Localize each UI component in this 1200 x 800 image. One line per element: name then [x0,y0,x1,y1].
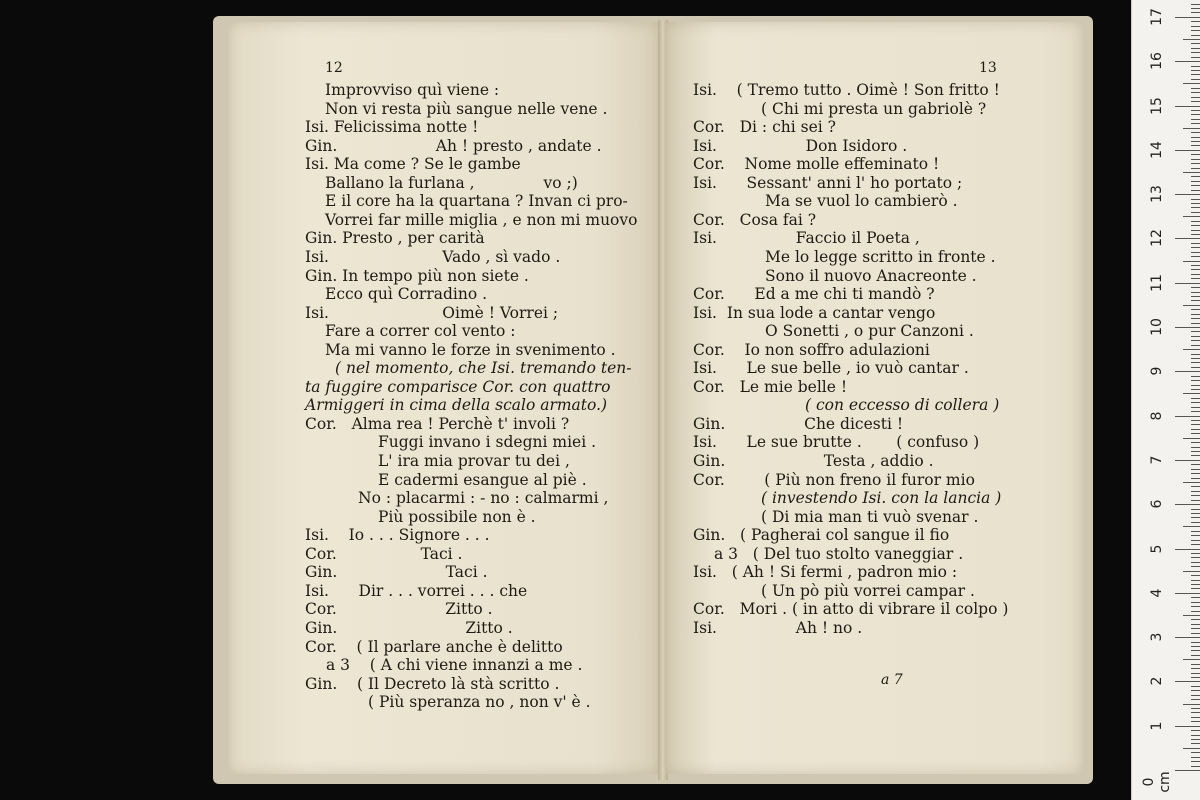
ruler-tick [1191,690,1200,691]
ruler-tick [1191,79,1200,80]
ruler-tick [1175,327,1200,328]
ruler-tick [1191,566,1200,567]
ruler-tick [1191,695,1200,696]
ruler-tick [1191,584,1200,585]
right-page-text-line: Gin. Che dicesti ! [693,415,904,433]
right-page-text-line: Cor. Cosa fai ? [693,211,817,229]
ruler-tick [1183,659,1200,660]
ruler-number: 12 [1149,229,1165,248]
ruler-tick [1191,292,1200,293]
left-page-text-line: Cor. ( Il parlare anche è delitto [305,638,563,656]
ruler-tick [1191,132,1200,133]
ruler-tick [1191,606,1200,607]
left-page-text-line: ( Più speranza no , non v' è . [368,693,591,711]
left-page-text-line: a 3 ( A chi viene innanzi a me . [326,656,583,674]
ruler-tick [1191,207,1200,208]
right-page-text-line: Me lo legge scritto in fronte . [765,248,996,266]
left-page-text-line: Più possibile non è . [378,508,536,526]
ruler-tick [1191,664,1200,665]
right-page-text-line: Cor. Ed a me chi ti mandò ? [693,285,935,303]
right-page-text-line: Ma se vuol lo cambierò . [765,192,958,210]
ruler-tick [1191,686,1200,687]
ruler-tick [1191,256,1200,257]
ruler-tick [1191,517,1200,518]
left-page-text-line: Non vi resta più sangue nelle vene . [325,100,608,118]
left-page-text-line: Fare a correr col vento : [325,322,516,340]
ruler-tick [1191,159,1200,160]
ruler-tick [1191,331,1200,332]
ruler-tick [1191,646,1200,647]
ruler-tick [1191,473,1200,474]
ruler-tick [1191,717,1200,718]
ruler-number: 2 [1149,676,1165,686]
ruler-tick [1191,265,1200,266]
ruler-tick [1183,83,1200,84]
ruler-tick [1191,500,1200,501]
ruler-tick [1191,633,1200,634]
left-page-text-line: Ma mi vanno le forze in svenimento . [325,341,616,359]
ruler-tick [1191,52,1200,53]
left-page-text-line: Armiggeri in cima della scalo armato.) [305,396,608,414]
right-page-text-line: a 3 ( Del tuo stolto vaneggiar . [714,545,964,563]
ruler-tick [1191,766,1200,767]
signature-mark: a 7 [881,672,903,688]
ruler-tick [1175,549,1200,550]
ruler-tick [1183,615,1200,616]
right-page-text-line: Cor. Le mie belle ! [693,378,848,396]
ruler-tick [1183,393,1200,394]
ruler-tick [1191,376,1200,377]
ruler-tick [1191,101,1200,102]
ruler-tick [1191,469,1200,470]
ruler-tick [1191,429,1200,430]
left-page-text-line: E il core ha la quartana ? Invan ci pro- [325,192,628,210]
ruler-tick [1175,416,1200,417]
ruler-tick [1191,650,1200,651]
left-page-text-line: Gin. Ah ! presto , andate . [305,137,602,155]
ruler-tick [1191,455,1200,456]
ruler-tick [1191,668,1200,669]
ruler-number: 8 [1149,411,1165,421]
ruler-tick [1191,575,1200,576]
ruler-tick [1191,119,1200,120]
ruler-number: 3 [1149,632,1165,642]
ruler-tick [1191,110,1200,111]
ruler-tick [1191,367,1200,368]
ruler-tick [1191,30,1200,31]
ruler-tick [1191,478,1200,479]
right-page-text-line: Isi. ( Tremo tutto . Oimè ! Son fritto ! [693,81,1000,99]
right-page-text-line: ( Di mia man ti vuò svenar . [761,508,979,526]
right-page-text-line: Cor. Io non soffro adulazioni [693,341,930,359]
ruler-tick [1191,739,1200,740]
ruler-tick [1183,39,1200,40]
ruler-tick [1191,225,1200,226]
ruler-tick [1191,619,1200,620]
ruler-tick [1191,252,1200,253]
left-page-text-line: Cor. Taci . [305,545,463,563]
right-page-text-line: Cor. Di : chi sei ? [693,118,836,136]
ruler-tick [1191,407,1200,408]
right-page-text-line: Cor. Nome molle effeminato ! [693,155,940,173]
ruler-tick [1191,677,1200,678]
ruler-tick [1191,588,1200,589]
ruler-tick [1191,464,1200,465]
ruler-tick [1191,562,1200,563]
ruler-tick [1183,438,1200,439]
ruler-tick [1175,106,1200,107]
right-page-text-line: Isi. ( Ah ! Si fermi , padron mio : [693,563,958,581]
page-number-right: 13 [979,60,997,76]
ruler-tick [1191,21,1200,22]
ruler-tick [1191,743,1200,744]
ruler-tick [1175,460,1200,461]
left-page-text-line: Isi. Ma come ? Se le gambe [305,155,521,173]
page-number-left: 12 [325,60,343,76]
right-page-text-line: Isi. Ah ! no . [693,619,863,637]
ruler-tick [1191,730,1200,731]
ruler-tick [1191,88,1200,89]
left-page-text-line: Cor. Alma rea ! Perchè t' involi ? [305,415,570,433]
ruler-tick [1191,66,1200,67]
left-page-text-line: Ballano la furlana , vo ;) [325,174,578,192]
left-page-text-line: E cadermi esangue al piè . [378,471,587,489]
right-page-text-line: Cor. Mori . ( in atto di vibrare il colpo ) [693,600,1009,618]
ruler-tick [1191,154,1200,155]
ruler-tick [1175,283,1200,284]
ruler-tick [1191,611,1200,612]
ruler-tick [1191,323,1200,324]
ruler-tick [1191,673,1200,674]
ruler-tick [1191,336,1200,337]
ruler-number: 13 [1149,185,1165,204]
ruler-number: 10 [1149,318,1165,336]
left-page-text-line: Gin. Presto , per carità [305,229,485,247]
ruler-number: 1 [1149,721,1165,731]
ruler-tick [1175,194,1200,195]
left-page-text-line: ta fuggire comparisce Cor. con quattro [305,378,611,396]
ruler-tick [1191,57,1200,58]
left-page-text-line: Isi. Dir . . . vorrei . . . che [305,582,528,600]
ruler-tick [1191,314,1200,315]
ruler-tick [1191,735,1200,736]
ruler-tick [1191,141,1200,142]
ruler-tick [1191,354,1200,355]
ruler-number: 4 [1149,588,1165,598]
ruler-number: 11 [1149,273,1165,292]
left-page-text-line: Gin. In tempo più non siete . [305,267,529,285]
ruler-tick [1175,593,1200,594]
right-page-text-line: Isi. Le sue brutte . ( confuso ) [693,433,980,451]
ruler-tick [1191,48,1200,49]
ruler-tick [1191,137,1200,138]
ruler-tick [1191,380,1200,381]
ruler-tick [1191,757,1200,758]
ruler-tick [1183,305,1200,306]
ruler-tick [1191,176,1200,177]
ruler-tick [1191,495,1200,496]
ruler-tick [1191,274,1200,275]
ruler-tick [1191,74,1200,75]
ruler-tick [1191,557,1200,558]
ruler-tick [1191,535,1200,536]
left-page-text-line: Gin. ( Il Decreto là stà scritto . [305,675,560,693]
ruler-tick [1175,637,1200,638]
ruler-tick [1191,212,1200,213]
ruler-tick [1191,70,1200,71]
ruler-tick [1175,770,1200,771]
ruler-tick [1191,269,1200,270]
ruler-tick [1191,389,1200,390]
right-page-text-line: ( Chi mi presta un gabriolè ? [761,100,987,118]
left-page-text-line: Fuggi invano i sdegni miei . [378,433,597,451]
ruler-tick [1191,181,1200,182]
ruler-tick [1191,340,1200,341]
ruler-tick [1191,358,1200,359]
ruler-tick [1175,238,1200,239]
ruler-tick [1191,309,1200,310]
ruler-tick [1191,522,1200,523]
ruler-tick [1191,624,1200,625]
ruler-number: 6 [1149,499,1165,509]
ruler-tick [1191,451,1200,452]
ruler-tick [1191,97,1200,98]
ruler-tick [1191,287,1200,288]
ruler-tick [1191,433,1200,434]
ruler-number: 16 [1149,52,1165,71]
ruler-tick [1191,92,1200,93]
right-page-text-line: O Sonetti , o pur Canzoni . [765,322,974,340]
ruler-tick [1191,243,1200,244]
ruler-tick [1191,491,1200,492]
right-page-text-line: ( con eccesso di collera ) [805,396,1000,414]
ruler-tick [1191,655,1200,656]
left-page-text-line: Isi. Vado , sì vado . [305,248,561,266]
ruler-tick [1191,247,1200,248]
ruler-tick [1191,123,1200,124]
right-page [665,22,1083,774]
right-page-text-line: Sono il nuovo Anacreonte . [765,267,977,285]
left-page-text-line: Isi. Oimè ! Vorrei ; [305,304,559,322]
ruler-tick [1191,553,1200,554]
left-page-text-line: Gin. Zitto . [305,619,513,637]
left-page-text-line: No : placarmi : - no : calmarmi , [358,489,609,507]
ruler-unit-label: 0 cm [1141,771,1173,793]
right-page-text-line: Cor. ( Più non freno il furor mio [693,471,975,489]
ruler-number: 7 [1149,455,1165,465]
ruler-tick [1191,362,1200,363]
ruler-tick [1191,203,1200,204]
ruler-tick [1191,163,1200,164]
left-page-text-line: Isi. Io . . . Signore . . . [305,526,490,544]
ruler-tick [1191,642,1200,643]
ruler-tick [1175,61,1200,62]
ruler-tick [1183,704,1200,705]
ruler-tick [1191,4,1200,5]
ruler-tick [1175,504,1200,505]
left-page-text-line: Cor. Zitto . [305,600,493,618]
ruler-number: 5 [1149,544,1165,553]
ruler-tick [1191,597,1200,598]
ruler-tick [1183,128,1200,129]
left-page-text-line: Gin. Taci . [305,563,488,581]
ruler-tick [1191,628,1200,629]
ruler-tick [1191,544,1200,545]
ruler-tick [1191,8,1200,9]
ruler-tick [1191,185,1200,186]
ruler-tick [1183,216,1200,217]
right-page-text-line: Gin. ( Pagherai col sangue il fio [693,526,950,544]
ruler-tick [1191,513,1200,514]
ruler-number: 9 [1149,366,1165,376]
ruler-number: 17 [1149,7,1165,26]
ruler-tick [1191,234,1200,235]
ruler-tick [1191,424,1200,425]
ruler-tick [1191,278,1200,279]
ruler-tick [1191,398,1200,399]
left-page-text-line: ( nel momento, che Isi. tremando ten- [335,359,632,377]
ruler-tick [1191,486,1200,487]
ruler-tick [1175,726,1200,727]
left-page-text-line: L' ira mia provar tu dei , [378,452,570,470]
left-page-text-line: Improvviso quì viene : [325,81,500,99]
ruler-tick [1191,190,1200,191]
ruler-tick [1191,168,1200,169]
ruler-tick [1191,345,1200,346]
right-page-text-line: Isi. Faccio il Poeta , [693,229,920,247]
ruler-tick [1191,402,1200,403]
right-page-text-line: Isi. In sua lode a cantar vengo [693,304,936,322]
ruler-tick [1191,712,1200,713]
ruler-tick [1191,318,1200,319]
ruler-tick [1183,571,1200,572]
ruler-tick [1191,442,1200,443]
ruler-tick [1175,681,1200,682]
ruler-tick [1183,526,1200,527]
left-page-text-line: Ecco quì Corradino . [325,285,488,303]
ruler-tick [1191,708,1200,709]
ruler-tick [1191,145,1200,146]
right-page-text-line: ( Un pò più vorrei campar . [761,582,975,600]
ruler-tick [1191,26,1200,27]
left-page-text-line: Vorrei far mille miglia , e non mi muovo [325,211,638,229]
ruler-tick [1191,721,1200,722]
measurement-ruler [1131,0,1200,800]
ruler-tick [1175,150,1200,151]
ruler-tick [1191,531,1200,532]
ruler-tick [1183,482,1200,483]
ruler-number: 14 [1149,140,1165,159]
ruler-tick [1175,17,1200,18]
ruler-tick [1191,296,1200,297]
ruler-tick [1191,12,1200,13]
ruler-tick [1191,447,1200,448]
left-page-text-line: Isi. Felicissima notte ! [305,118,479,136]
ruler-tick [1183,261,1200,262]
ruler-tick [1191,602,1200,603]
ruler-tick [1191,540,1200,541]
ruler-number: 15 [1149,96,1165,115]
ruler-tick [1191,199,1200,200]
ruler-tick [1191,411,1200,412]
ruler-tick [1191,114,1200,115]
ruler-tick [1175,371,1200,372]
ruler-tick [1191,699,1200,700]
ruler-tick [1183,748,1200,749]
right-page-text-line: ( investendo Isi. con la lancia ) [761,489,1002,507]
ruler-tick [1191,752,1200,753]
ruler-tick [1191,230,1200,231]
ruler-tick [1191,43,1200,44]
ruler-tick [1183,349,1200,350]
ruler-tick [1191,509,1200,510]
ruler-tick [1191,580,1200,581]
ruler-tick [1191,761,1200,762]
right-page-text-line: Gin. Testa , addio . [693,452,934,470]
ruler-tick [1191,385,1200,386]
ruler-tick [1191,420,1200,421]
left-page [228,22,660,774]
ruler-tick [1191,35,1200,36]
ruler-tick [1191,221,1200,222]
ruler-tick [1191,300,1200,301]
right-page-text-line: Isi. Sessant' anni l' ho portato ; [693,174,963,192]
right-page-text-line: Isi. Le sue belle , io vuò cantar . [693,359,969,377]
ruler-tick [1183,172,1200,173]
right-page-text-line: Isi. Don Isidoro . [693,137,908,155]
